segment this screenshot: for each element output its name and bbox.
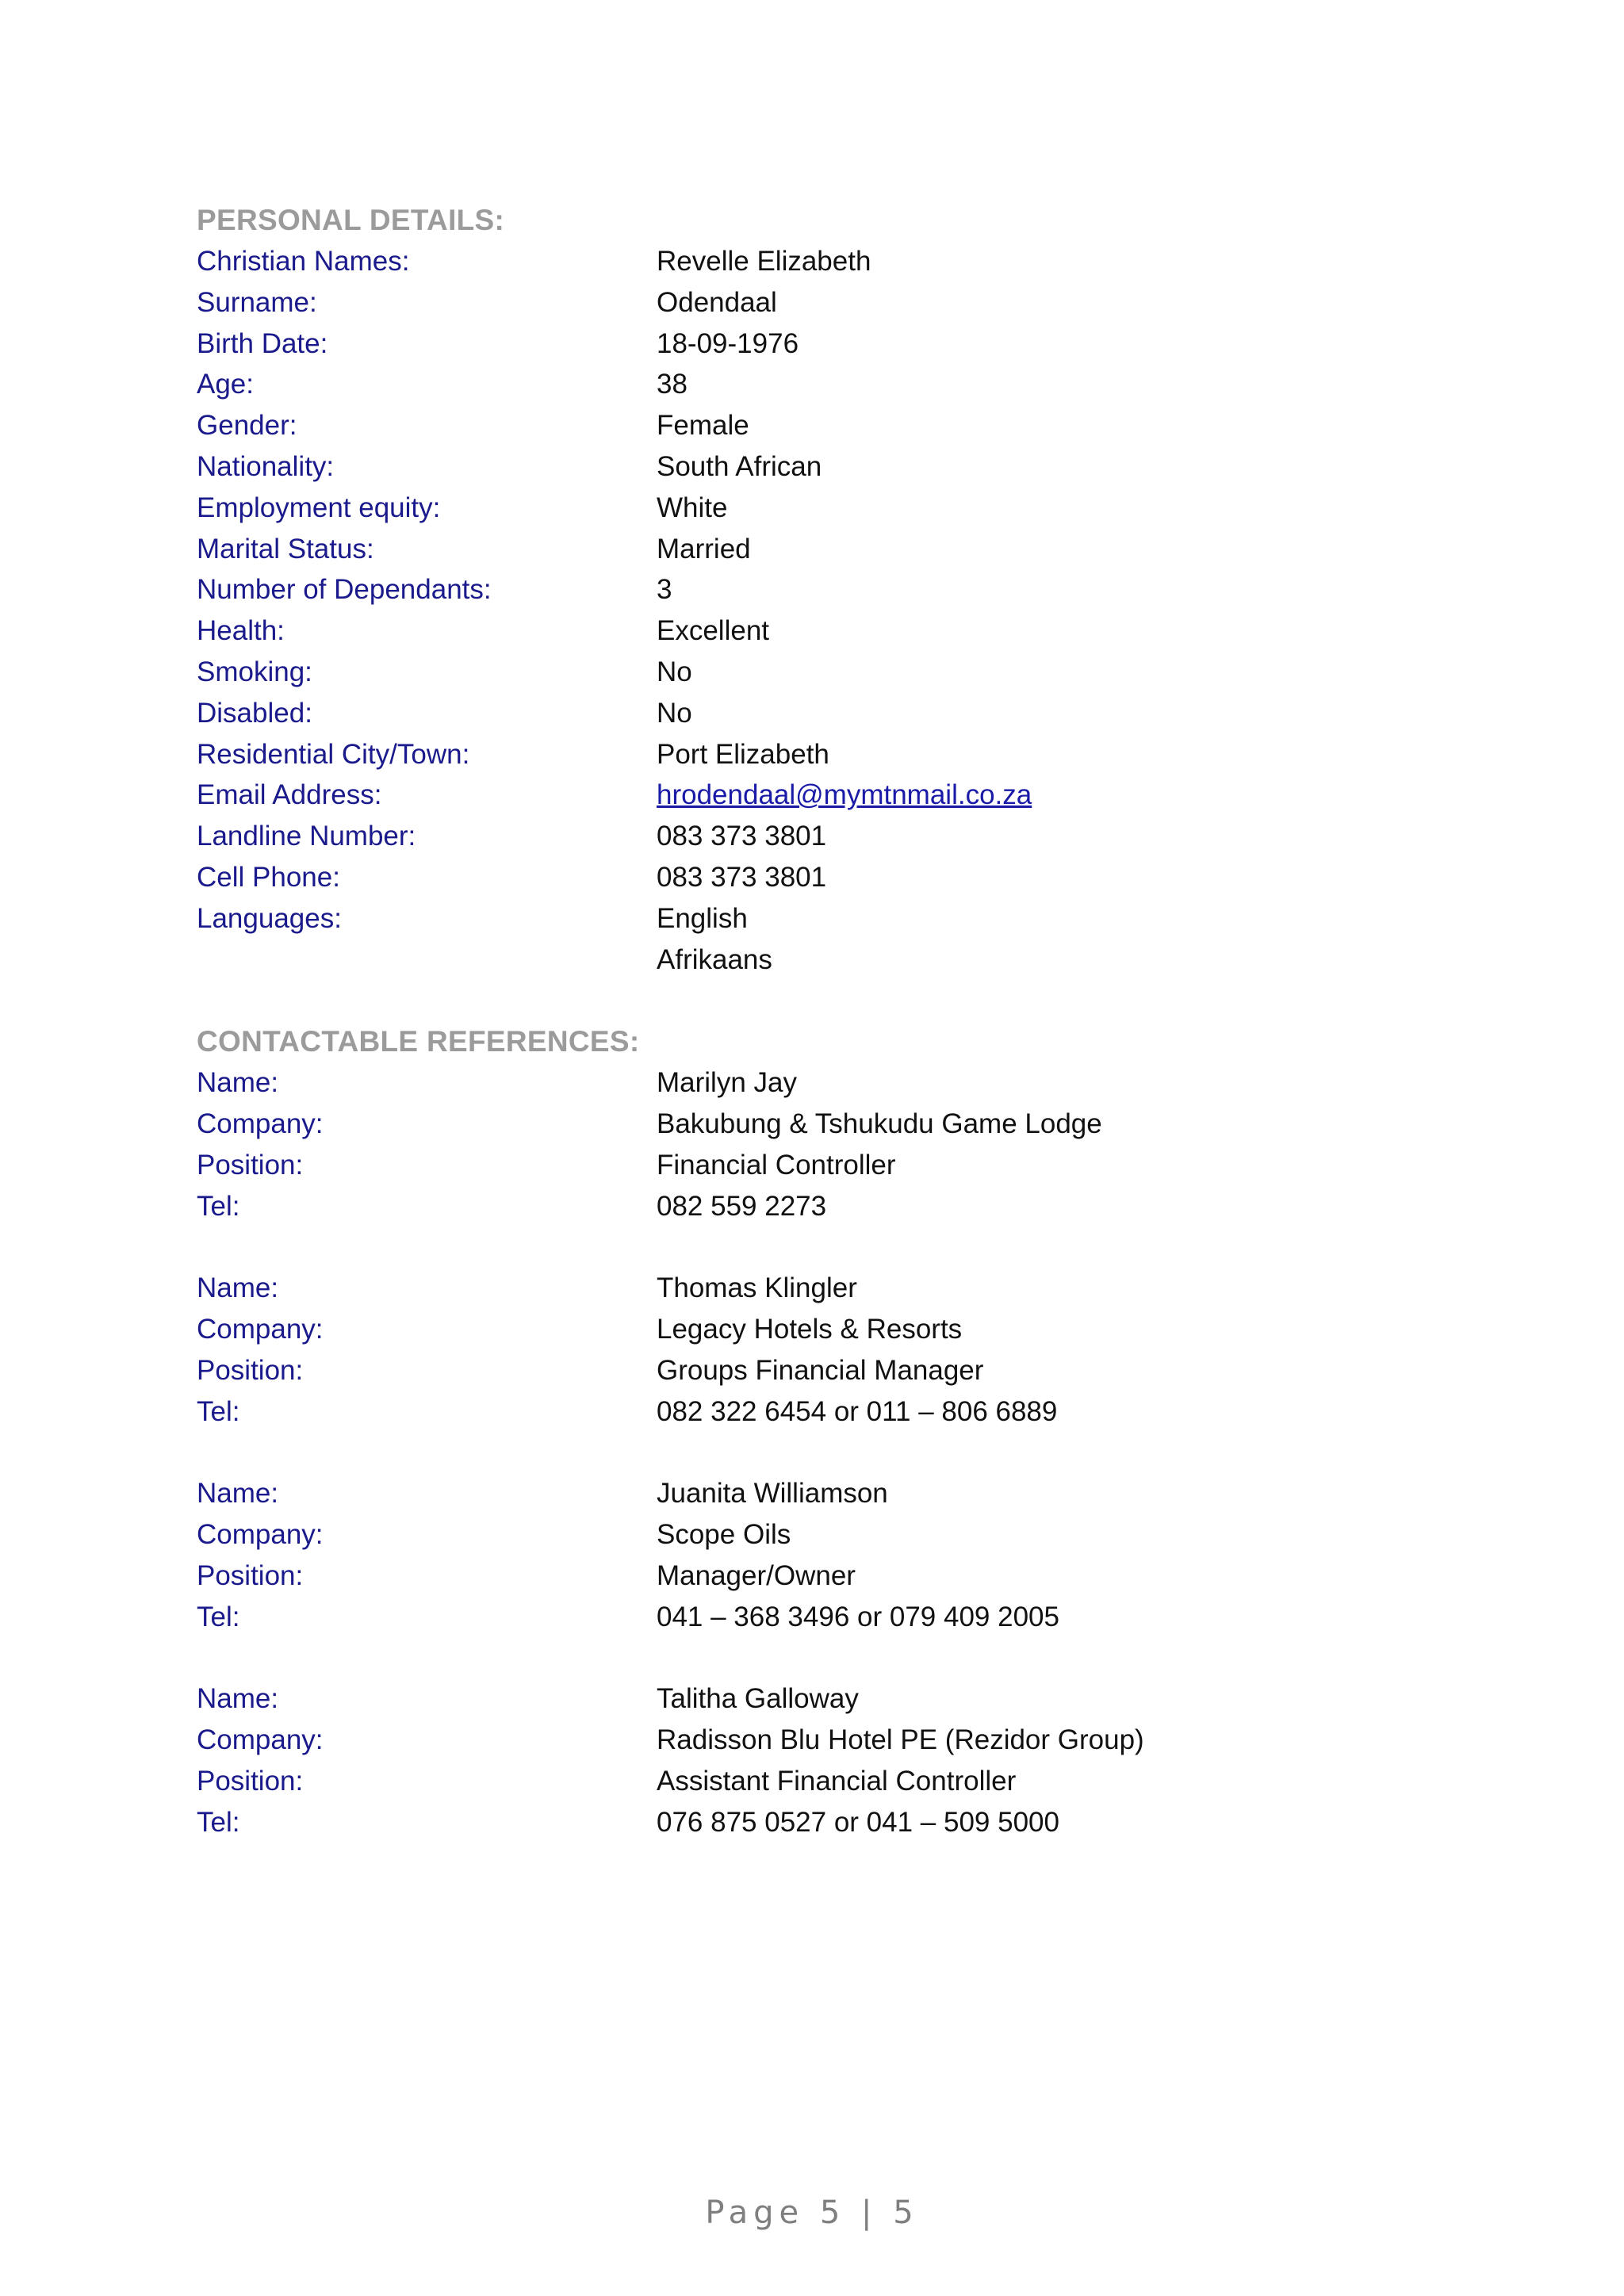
detail-value: No (657, 656, 692, 687)
detail-value (657, 775, 1032, 816)
detail-row-landline (197, 816, 1465, 857)
reference-value: 082 559 2273 (657, 1190, 827, 1222)
detail-label: Smoking: (197, 656, 312, 687)
detail-label: Residential City/Town: (197, 738, 470, 770)
references-heading: CONTACTABLE REFERENCES: (197, 1025, 640, 1058)
detail-row-age (197, 364, 1465, 405)
personal-details-heading: PERSONAL DETAILS: (197, 204, 505, 236)
detail-value: Married (657, 533, 751, 564)
reference-value: Bakubung & Tshukudu Game Lodge (657, 1108, 1102, 1140)
reference-row-name (197, 1062, 1465, 1104)
reference-row-tel (197, 1802, 1465, 1843)
detail-value: No (657, 697, 692, 729)
detail-row-languages-continued (197, 939, 1465, 981)
detail-row-surname (197, 282, 1465, 323)
detail-value: 083 373 3801 (657, 821, 827, 852)
reference-row-tel (197, 1597, 1465, 1638)
detail-label: Gender: (197, 410, 297, 442)
reference-spacer (197, 1227, 1465, 1269)
reference-row-position (197, 1761, 1465, 1802)
reference-spacer (197, 1433, 1465, 1474)
detail-row-email-address (197, 775, 1465, 816)
page-content (197, 200, 1465, 1843)
detail-row-cell-phone (197, 857, 1465, 898)
detail-value: White (657, 492, 728, 523)
reference-label: Tel: (197, 1806, 240, 1838)
reference-value: Legacy Hotels & Resorts (657, 1314, 963, 1345)
detail-value: Port Elizabeth (657, 738, 829, 770)
reference-label: Tel: (197, 1190, 240, 1222)
reference-value: Assistant Financial Controller (657, 1765, 1017, 1797)
detail-value: English (657, 902, 748, 934)
detail-value: 083 373 3801 (657, 861, 827, 893)
reference-row-position (197, 1556, 1465, 1597)
reference-value: Manager/Owner (657, 1559, 856, 1591)
reference-value: Thomas Klingler (657, 1272, 857, 1304)
detail-label: Health: (197, 615, 285, 647)
reference-label: Name: (197, 1272, 279, 1304)
reference-value: Groups Financial Manager (657, 1354, 984, 1386)
reference-spacer (197, 1638, 1465, 1679)
reference-label: Position: (197, 1765, 304, 1797)
reference-row-position (197, 1350, 1465, 1391)
detail-label: Number of Dependants: (197, 574, 492, 606)
detail-row-christian-names (197, 241, 1465, 282)
detail-row-dependants (197, 569, 1465, 610)
detail-row-residential-city (197, 734, 1465, 775)
detail-label: Cell Phone: (197, 861, 340, 893)
reference-label: Company: (197, 1724, 324, 1756)
detail-value: Excellent (657, 615, 770, 647)
reference-value: 082 322 6454 or 011 – 806 6889 (657, 1395, 1058, 1427)
detail-label: Age: (197, 369, 254, 400)
reference-row-tel (197, 1186, 1465, 1227)
detail-label: Employment equity: (197, 492, 441, 523)
reference-row-company (197, 1514, 1465, 1556)
reference-value: 041 – 368 3496 or 079 409 2005 (657, 1601, 1059, 1632)
detail-label: Nationality: (197, 450, 335, 482)
reference-row-tel (197, 1391, 1465, 1433)
detail-row-birth-date (197, 323, 1465, 365)
reference-value: Marilyn Jay (657, 1067, 797, 1099)
detail-row-disabled (197, 693, 1465, 734)
reference-label: Name: (197, 1683, 279, 1715)
reference-label: Company: (197, 1314, 324, 1345)
detail-row-marital-status (197, 529, 1465, 570)
detail-label: Email Address: (197, 779, 382, 811)
reference-row-company (197, 1720, 1465, 1761)
detail-value: Revelle Elizabeth (657, 246, 871, 277)
detail-row-health (197, 610, 1465, 652)
detail-value: South African (657, 450, 822, 482)
reference-value: Radisson Blu Hotel PE (Rezidor Group) (657, 1724, 1144, 1756)
reference-value: Scope Oils (657, 1519, 791, 1551)
detail-value: Female (657, 410, 749, 442)
detail-row-employment-equity (197, 488, 1465, 529)
reference-row-position (197, 1145, 1465, 1186)
reference-value: Talitha Galloway (657, 1683, 859, 1715)
detail-value: 18-09-1976 (657, 327, 799, 359)
reference-label: Company: (197, 1108, 324, 1140)
detail-label (197, 939, 657, 981)
detail-value: 38 (657, 369, 688, 400)
detail-label: Surname: (197, 286, 317, 318)
reference-row-name (197, 1268, 1465, 1309)
reference-label: Tel: (197, 1395, 240, 1427)
reference-row-name (197, 1678, 1465, 1720)
reference-row-company (197, 1104, 1465, 1145)
email-link[interactable]: hrodendaal@mymtnmail.co.za (657, 779, 1032, 811)
reference-label: Name: (197, 1067, 279, 1099)
reference-label: Position: (197, 1559, 304, 1591)
reference-label: Position: (197, 1354, 304, 1386)
detail-value: Odendaal (657, 286, 777, 318)
reference-label: Position: (197, 1149, 304, 1181)
detail-value: Afrikaans (657, 943, 772, 975)
detail-row-gender (197, 405, 1465, 446)
detail-label: Marital Status: (197, 533, 374, 564)
reference-label: Name: (197, 1478, 279, 1510)
reference-value: Financial Controller (657, 1149, 896, 1181)
detail-label: Landline Number: (197, 821, 416, 852)
detail-row-nationality (197, 446, 1465, 488)
reference-row-company (197, 1309, 1465, 1350)
detail-row-smoking (197, 652, 1465, 693)
detail-label: Birth Date: (197, 327, 328, 359)
reference-value: 076 875 0527 or 041 – 509 5000 (657, 1806, 1059, 1838)
detail-label: Languages: (197, 902, 342, 934)
reference-label: Company: (197, 1519, 324, 1551)
detail-label: Christian Names: (197, 246, 410, 277)
detail-value: 3 (657, 574, 672, 606)
reference-value: Juanita Williamson (657, 1478, 888, 1510)
detail-row-languages (197, 898, 1465, 939)
reference-row-name (197, 1473, 1465, 1514)
detail-label: Disabled: (197, 697, 312, 729)
reference-label: Tel: (197, 1601, 240, 1632)
page-number-footer: Page 5 | 5 (705, 2195, 919, 2231)
section-spacer (197, 980, 1465, 1021)
